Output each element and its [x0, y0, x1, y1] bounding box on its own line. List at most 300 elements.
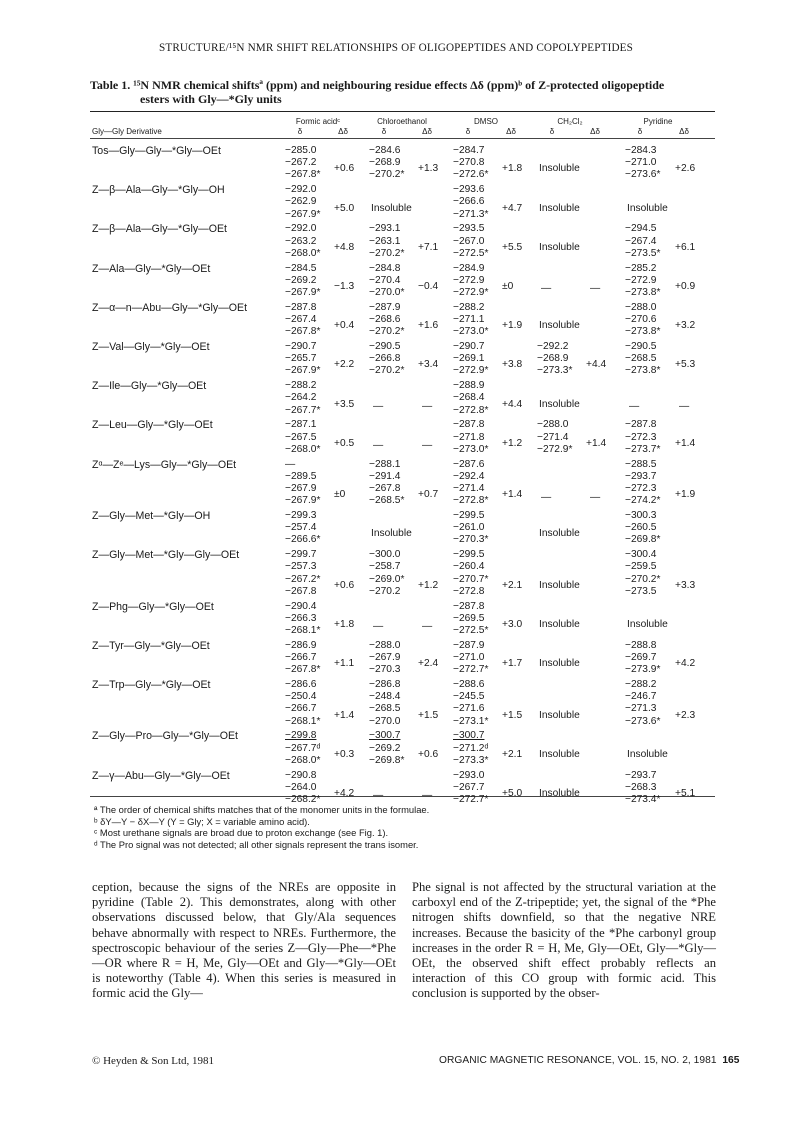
- shift-value: −259.5: [625, 561, 657, 573]
- shift-value: −272.3: [625, 483, 657, 494]
- delta-value: +0.4: [334, 320, 355, 332]
- shift-value: −272.7*: [453, 664, 489, 676]
- shift-value: −272.8: [453, 585, 485, 597]
- delta-value: +0.6: [334, 579, 355, 591]
- shift-value: −270.3: [369, 664, 401, 676]
- table-top-rule: [90, 111, 715, 112]
- shift-value: −293.5: [453, 223, 485, 235]
- insoluble-note: Insoluble: [539, 398, 580, 410]
- shift-value: −299.5: [453, 549, 485, 561]
- shift-value: −270.8: [453, 157, 485, 169]
- shift-value: −290.5: [625, 341, 657, 352]
- footnote: ᶜ Most urethane signals are broad due to proton exchange (see Fig. 1).: [94, 827, 389, 839]
- insoluble-note: Insoluble: [539, 163, 580, 175]
- shift-value: −269.8*: [625, 534, 661, 546]
- table-caption-line1: Table 1. ¹⁵N NMR chemical shiftsª (ppm) and neighbouring residue effects Δδ (ppm)ᵇ of Z-protected oligopeptide: [90, 78, 665, 92]
- shift-value: −268.6: [369, 314, 401, 325]
- solvent-header: DMSO: [474, 117, 498, 126]
- insoluble-note: Insoluble: [371, 202, 412, 214]
- shift-value: −288.2: [453, 301, 485, 313]
- shift-value: −267.9*: [285, 495, 321, 507]
- row-label: Z—β—Ala—Gly—*Gly—OH: [92, 184, 225, 197]
- row-label: Z—α—n—Abu—Gly—*Gly—OEt: [92, 301, 248, 314]
- shift-value: −250.4: [285, 691, 317, 703]
- shift-value: −273.0*: [453, 326, 489, 338]
- shift-value: −271.1: [453, 314, 485, 325]
- shift-value: −273.7*: [625, 443, 661, 455]
- shift-value: −287.8: [453, 600, 485, 612]
- row-label: Z—γ—Abu—Gly—*Gly—OEt: [92, 769, 230, 782]
- delta-value: +1.8: [502, 163, 523, 175]
- delta-value: −0.4: [418, 280, 439, 292]
- shift-value: −266.6*: [285, 534, 321, 546]
- shift-value: −269.7: [625, 652, 657, 663]
- shift-value: −300.7: [453, 730, 485, 742]
- solvent-header: Chloroethanol: [377, 117, 427, 126]
- shift-value: −273.5: [625, 585, 657, 597]
- row-label: Z—Gly—Pro—Gly—*Gly—OEt: [92, 730, 238, 743]
- delta-value: +6.1: [675, 241, 696, 253]
- insoluble-note: Insoluble: [539, 528, 580, 540]
- shift-value: −246.7: [625, 691, 657, 703]
- delta-value: +1.6: [418, 320, 439, 332]
- insoluble-note: Insoluble: [539, 618, 580, 630]
- missing-dash: —: [422, 400, 433, 412]
- row-label: Zᵅ—Zᵉ—Lys—Gly—*Gly—OEt: [92, 458, 237, 471]
- shift-value: −267.4: [625, 235, 657, 247]
- shift-value: −286.8: [369, 679, 401, 690]
- delta-value: +4.2: [675, 658, 696, 670]
- footer-copyright: © Heyden & Son Ltd, 1981: [92, 1055, 215, 1067]
- shift-value: −268.9: [537, 353, 569, 365]
- table-header-rule: [90, 138, 715, 139]
- shift-value: −268.5*: [369, 495, 405, 507]
- shift-value: −269.2: [369, 742, 401, 754]
- shift-value: −267.2: [285, 157, 317, 169]
- shift-value: −273.0*: [453, 443, 489, 455]
- shift-value: −294.5: [625, 223, 657, 235]
- shift-value: −292.0: [285, 184, 317, 196]
- shift-value: −271.4: [537, 431, 569, 443]
- row-label: Z—Phg—Gly—*Gly—OEt: [92, 600, 214, 613]
- shift-value: −268.0*: [285, 247, 321, 259]
- shift-value: −286.9: [285, 639, 317, 651]
- missing-dash: —: [373, 790, 384, 802]
- missing-dash: —: [541, 491, 552, 503]
- delta-value: +1.3: [418, 163, 439, 175]
- shift-value: −267.7*: [285, 404, 321, 416]
- footnote: ª The order of chemical shifts matches that of the monomer units in the formulae.: [94, 804, 430, 815]
- shift-value: −288.8: [625, 639, 657, 651]
- shift-value: −288.0: [625, 301, 657, 313]
- shift-value: −270.6: [625, 314, 657, 325]
- delta-value: +1.2: [418, 579, 439, 591]
- shift-value: −290.8: [285, 769, 317, 781]
- shift-value: −300.7: [369, 730, 401, 742]
- shift-value: −288.9: [453, 380, 485, 392]
- shift-value: −271.0: [625, 157, 657, 169]
- delta-value: +2.4: [418, 658, 439, 670]
- delta-value: +4.4: [502, 398, 523, 410]
- footer-journal: [439, 1055, 739, 1066]
- solvent-header: CH₂Cl₂: [557, 117, 583, 126]
- shift-value: −248.4: [369, 691, 401, 703]
- shift-value: −287.8: [625, 419, 657, 431]
- shift-value: −268.4: [453, 392, 485, 404]
- delta-value: +0.6: [334, 163, 355, 175]
- shift-value: −284.8: [369, 262, 401, 274]
- insoluble-note: Insoluble: [627, 618, 668, 630]
- shift-value: −299.3: [285, 510, 317, 521]
- shift-value: −268.9: [369, 157, 401, 169]
- shift-value: −272.5*: [453, 625, 489, 636]
- shift-value: −269.5: [453, 612, 485, 624]
- shift-value: −268.0*: [285, 443, 321, 455]
- shift-value: −260.4: [453, 561, 485, 573]
- body-text-right-column: Phe signal is not affected by the structural variation at the carboxyl end of the Z-tripeptide; yet, the signal of the *Phe nitrogen shifts downfield, so that the negative NRE increases. Because the basicity of the *Phe carbonyl group increases in the order R = H, Me, Gly—OEt, Gly—*Gly—OEt, the observed shift effect probably reflects an interaction of this CO group with formic acid. This conclusion is supported by the obser-: [412, 880, 716, 1001]
- shift-value: −267.9: [369, 652, 401, 663]
- insoluble-note: Insoluble: [627, 202, 668, 214]
- shift-value: −267.8*: [285, 664, 321, 676]
- shift-value: −289.5: [285, 470, 317, 482]
- delta-value: +3.2: [675, 320, 696, 332]
- insoluble-note: Insoluble: [539, 579, 580, 591]
- delta-value: +1.5: [418, 709, 439, 721]
- shift-value: −273.1*: [453, 715, 489, 727]
- delta-value: +3.5: [334, 398, 355, 410]
- insoluble-note: Insoluble: [627, 748, 668, 760]
- row-label: Z—Ile—Gly—*Gly—OEt: [92, 380, 207, 393]
- delta-value: +4.2: [334, 787, 355, 799]
- shift-value: −245.5: [453, 691, 485, 703]
- running-head: STRUCTURE/¹⁵N NMR SHIFT RELATIONSHIPS OF OLIGOPEPTIDES AND COPOLYPEPTIDES: [158, 42, 634, 54]
- shift-value: −287.9: [369, 301, 401, 313]
- delta-value: +5.3: [675, 359, 696, 371]
- shift-value: −273.9*: [625, 664, 661, 676]
- ddelta-header: Δδ: [338, 127, 348, 136]
- shift-value: −299.5: [453, 510, 485, 521]
- shift-value: −270.2*: [369, 326, 405, 338]
- delta-value: +1.8: [334, 618, 355, 630]
- delta-value: +3.4: [418, 359, 439, 371]
- missing-dash: —: [590, 491, 601, 503]
- insoluble-note: Insoluble: [539, 709, 580, 721]
- shift-value: −267.5: [285, 431, 317, 443]
- shift-value: −266.7: [285, 652, 317, 663]
- shift-value: −270.0*: [369, 287, 405, 298]
- shift-value: −271.2ᵈ: [453, 742, 489, 754]
- delta-value: +2.6: [675, 163, 696, 175]
- missing-dash: —: [422, 790, 433, 802]
- shift-value: −273.8*: [625, 326, 661, 338]
- shift-value: −300.3: [625, 510, 657, 521]
- delta-value: +5.0: [334, 202, 355, 214]
- shift-value: −271.4: [453, 483, 485, 494]
- shift-value: −288.0: [537, 419, 569, 431]
- shift-value: −271.6: [453, 703, 485, 715]
- shift-value: −271.3*: [453, 208, 489, 220]
- insoluble-note: Insoluble: [539, 787, 580, 799]
- delta-value: +0.7: [418, 489, 439, 501]
- shift-value: −272.6*: [453, 169, 489, 181]
- row-label: Z—β—Ala—Gly—*Gly—OEt: [92, 223, 227, 236]
- shift-value: −267.9*: [285, 365, 321, 377]
- shift-value: −284.5: [285, 262, 317, 274]
- shift-value: −267.2*: [285, 573, 321, 585]
- shift-value: −270.0: [369, 715, 401, 727]
- shift-value: −287.6: [453, 458, 485, 470]
- shift-value: −268.0*: [285, 754, 321, 766]
- shift-value: −272.9*: [537, 443, 573, 455]
- shift-value: −288.6: [453, 679, 485, 690]
- solvent-header: Formic acidᶜ: [295, 117, 341, 126]
- shift-value: −288.2: [285, 380, 317, 392]
- shift-value: −291.4: [369, 470, 401, 482]
- ddelta-header: Δδ: [679, 127, 689, 136]
- shift-value: −300.0: [369, 549, 401, 561]
- shift-value: −268.5: [369, 703, 401, 715]
- delta-value: +3.3: [675, 579, 696, 591]
- shift-value: −261.0: [453, 522, 485, 534]
- missing-dash: —: [679, 400, 690, 412]
- missing-dash: —: [422, 621, 433, 633]
- shift-value: −290.4: [285, 600, 317, 612]
- delta-header: δ: [381, 127, 387, 136]
- ddelta-header: Δδ: [590, 127, 600, 136]
- shift-value: −272.9*: [453, 287, 489, 298]
- insoluble-note: Insoluble: [539, 241, 580, 253]
- delta-value: +1.9: [502, 320, 523, 332]
- delta-value: +3.0: [502, 618, 523, 630]
- shift-value: −270.2*: [369, 365, 405, 377]
- shift-value: −287.8: [285, 301, 317, 313]
- shift-value: −267.0: [453, 235, 485, 247]
- shift-value: −264.2: [285, 392, 317, 404]
- shift-value: −270.3*: [453, 534, 489, 546]
- shift-value: −270.7*: [453, 573, 489, 585]
- shift-value: −264.0: [285, 781, 317, 793]
- shift-value: −293.0: [453, 769, 485, 781]
- shift-value: −266.7: [285, 703, 317, 715]
- delta-value: +4.4: [586, 359, 607, 371]
- shift-value: −272.9: [625, 274, 657, 286]
- shift-value: −270.4: [369, 274, 401, 286]
- shift-value: −257.4: [285, 522, 317, 534]
- shift-value: −270.2: [369, 585, 401, 597]
- ddelta-header: Δδ: [506, 127, 516, 136]
- shift-value: −272.7*: [453, 794, 489, 805]
- shift-value: −288.2: [625, 679, 657, 690]
- delta-value: ±0: [502, 280, 514, 292]
- delta-value: +1.1: [334, 658, 355, 670]
- row-label: Z—Trp—Gly—*Gly—OEt: [92, 679, 211, 691]
- delta-header: δ: [637, 127, 643, 136]
- shift-value: −268.3: [625, 781, 657, 793]
- delta-value: +1.2: [502, 437, 523, 449]
- row-label: Z—Gly—Met—*Gly—Gly—OEt: [92, 549, 240, 562]
- shift-value: −273.8*: [625, 287, 661, 298]
- shift-value: −267.4: [285, 314, 317, 325]
- shift-value: −292.0: [285, 223, 317, 235]
- row-label: Z—Leu—Gly—*Gly—OEt: [92, 419, 213, 432]
- footnote: ᵇ δY—Y − δX—Y (Y = Gly; X = variable amino acid).: [94, 815, 310, 827]
- shift-value: −288.0: [369, 639, 401, 651]
- row-label: Z—Ala—Gly—*Gly—OEt: [92, 262, 211, 275]
- missing-dash: —: [541, 283, 552, 295]
- shift-value: −268.5: [625, 353, 657, 365]
- shift-value: −269.1: [453, 353, 485, 365]
- shift-value: −284.6: [369, 145, 401, 156]
- shift-value: −286.6: [285, 679, 317, 690]
- shift-value: −270.2*: [369, 169, 405, 181]
- shift-value: −263.1: [369, 235, 401, 247]
- shift-value: −263.2: [285, 235, 317, 247]
- insoluble-note: Insoluble: [371, 528, 412, 540]
- shift-value: −257.3: [285, 561, 317, 573]
- shift-value: −287.9: [453, 639, 485, 651]
- delta-value: +3.8: [502, 359, 523, 371]
- shift-value: −271.0: [453, 652, 485, 663]
- shift-value: −285.2: [625, 262, 657, 274]
- delta-value: +7.1: [418, 241, 439, 253]
- shift-value: −273.6*: [625, 715, 661, 727]
- shift-value: −266.6: [453, 196, 485, 208]
- shift-value: −272.8*: [453, 495, 489, 507]
- table-caption-line2: esters with Gly—*Gly units: [140, 92, 282, 106]
- shift-value: −273.3*: [453, 754, 489, 766]
- shift-value: −268.2*: [285, 794, 321, 805]
- shift-value: −267.8: [285, 585, 317, 597]
- delta-value: +1.7: [502, 658, 523, 670]
- shift-value: −267.8*: [285, 169, 321, 181]
- missing-dash: —: [373, 440, 384, 452]
- delta-value: +5.5: [502, 241, 523, 253]
- insoluble-note: Insoluble: [539, 202, 580, 214]
- shift-value: −267.7ᵈ: [285, 742, 321, 754]
- delta-value: ±0: [334, 489, 346, 501]
- shift-value: −290.7: [285, 341, 317, 352]
- missing-dash: —: [373, 400, 384, 412]
- shift-value: −292.4: [453, 470, 485, 482]
- shift-value: −293.6: [453, 184, 485, 196]
- body-text-left-column: ception, because the signs of the NREs are opposite in pyridine (Table 2). This demonstrates, along with other observations discussed below, that Gly/Ala sequences behave abnormally with respect to NREs. Furthermore, the spectroscopic behaviour of the series Z—Gly—Phe—*Phe—OR where R = H, Me, Gly—OEt and Gly—*Gly—OEt is noteworthy (Table 4). When this series is measured in formic acid the Gly—: [92, 880, 396, 1001]
- shift-value: −300.4: [625, 549, 657, 561]
- shift-value: −267.7: [453, 781, 485, 793]
- shift-value: −284.3: [625, 145, 657, 156]
- shift-value: −267.9*: [285, 208, 321, 220]
- shift-value: −258.7: [369, 561, 401, 573]
- row-label: Z—Gly—Met—*Gly—OH: [92, 510, 211, 522]
- delta-value: −1.3: [334, 280, 355, 292]
- delta-value: +2.1: [502, 748, 523, 760]
- footnote: ᵈ The Pro signal was not detected; all other signals represent the trans isomer.: [94, 838, 419, 850]
- shift-value: −272.9: [453, 274, 485, 286]
- table-caption: [90, 78, 730, 106]
- shift-value: −287.8: [453, 419, 485, 431]
- shift-value: −272.5*: [453, 247, 489, 259]
- delta-header: δ: [465, 127, 471, 136]
- solvent-header: Pyridine: [643, 117, 673, 126]
- table-bottom-rule: [90, 796, 715, 797]
- shift-value: −270.2*: [625, 573, 661, 585]
- delta-value: +5.0: [502, 787, 523, 799]
- delta-value: +1.5: [502, 709, 523, 721]
- delta-value: +4.7: [502, 202, 523, 214]
- delta-value: +0.5: [334, 437, 355, 449]
- insoluble-note: Insoluble: [539, 320, 580, 332]
- delta-value: +4.8: [334, 241, 355, 253]
- shift-value: −267.9*: [285, 287, 321, 298]
- shift-value: −262.9: [285, 196, 317, 208]
- delta-header: δ: [297, 127, 303, 136]
- shift-value: −271.3: [625, 703, 657, 715]
- shift-value: −271.8: [453, 431, 485, 443]
- missing-dash: —: [629, 400, 640, 412]
- insoluble-note: Insoluble: [539, 748, 580, 760]
- shift-value: −260.5: [625, 522, 657, 534]
- shift-value: −288.5: [625, 458, 657, 470]
- delta-value: +2.1: [502, 579, 523, 591]
- shift-value: −273.5*: [625, 247, 661, 259]
- shift-value: −267.9: [285, 483, 317, 494]
- shift-value: −284.7: [453, 145, 485, 156]
- missing-dash: —: [422, 440, 433, 452]
- missing-dash: —: [373, 621, 384, 633]
- shift-value: −273.8*: [625, 365, 661, 377]
- delta-value: +0.6: [418, 748, 439, 760]
- shift-value: −293.7: [625, 769, 657, 781]
- shift-value: −272.3: [625, 431, 657, 443]
- delta-value: +1.4: [334, 709, 355, 721]
- row-label: Tos—Gly—Gly—*Gly—OEt: [92, 145, 221, 157]
- delta-value: +1.4: [502, 489, 523, 501]
- shift-value: −272.9*: [453, 365, 489, 377]
- delta-value: +2.3: [675, 709, 696, 721]
- delta-value: +2.2: [334, 359, 355, 371]
- footer-journal-name: ORGANIC MAGNETIC RESONANCE, VOL. 15, NO. 2, 1981: [439, 1055, 717, 1066]
- shift-value: −268.1*: [285, 625, 321, 636]
- delta-value: +0.3: [334, 748, 355, 760]
- shift-value: —: [285, 458, 296, 470]
- shift-value: −299.7: [285, 549, 317, 561]
- shift-value: −273.3*: [537, 365, 573, 377]
- shift-value: −287.1: [285, 419, 317, 431]
- shift-value: −290.7: [453, 341, 485, 352]
- shift-value: −293.1: [369, 223, 401, 235]
- delta-value: +1.4: [675, 437, 696, 449]
- shift-value: −288.1: [369, 458, 401, 470]
- missing-dash: —: [590, 283, 601, 295]
- shift-value: −293.7: [625, 470, 657, 482]
- delta-value: +5.1: [675, 787, 696, 799]
- shift-value: −292.2: [537, 341, 569, 352]
- shift-value: −269.8*: [369, 754, 405, 766]
- shift-value: −269.0*: [369, 573, 405, 585]
- row-label: Z—Val—Gly—*Gly—OEt: [92, 341, 210, 353]
- shift-value: −265.7: [285, 353, 317, 365]
- shift-value: −269.2: [285, 274, 317, 286]
- page-number: 165: [722, 1055, 740, 1066]
- ddelta-header: Δδ: [422, 127, 432, 136]
- shift-value: −268.1*: [285, 715, 321, 727]
- shift-value: −270.2*: [369, 247, 405, 259]
- insoluble-note: Insoluble: [539, 658, 580, 670]
- shift-value: −273.4*: [625, 794, 661, 805]
- shift-value: −267.8: [369, 483, 401, 494]
- shift-value: −284.9: [453, 262, 485, 274]
- row-label: Z—Tyr—Gly—*Gly—OEt: [92, 639, 210, 652]
- row-header: Gly—Gly Derivative: [92, 127, 162, 136]
